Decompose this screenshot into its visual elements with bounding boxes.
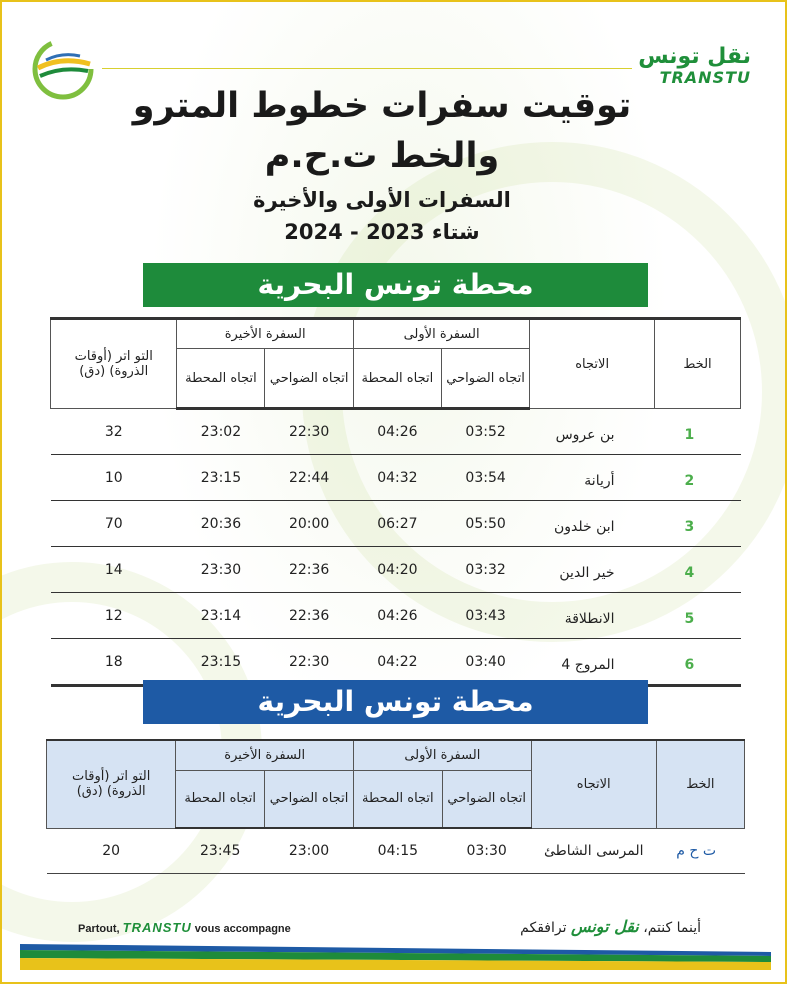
brand-arabic: نقل تونس xyxy=(638,44,751,69)
direction-cell: أريانة xyxy=(530,455,655,501)
line-number: 6 xyxy=(655,639,741,686)
line-number: 5 xyxy=(655,593,741,639)
header-divider xyxy=(102,68,632,69)
first-suburbs-time: 03:30 xyxy=(442,828,531,874)
last-station-time: 20:36 xyxy=(177,501,265,547)
first-station-time: 04:26 xyxy=(353,593,441,639)
footer-ar-before: أينما كنتم، xyxy=(643,920,701,936)
col-first-trip: السفرة الأولى xyxy=(354,740,532,770)
col-line: الخط xyxy=(656,740,744,828)
table-row xyxy=(51,639,741,686)
first-suburbs-time: 03:54 xyxy=(441,455,529,501)
col-first-trip: السفرة الأولى xyxy=(353,319,529,349)
first-suburbs-time: 03:40 xyxy=(441,639,529,686)
last-station-time: 23:30 xyxy=(177,547,265,593)
col-last-trip: السفرة الأخيرة xyxy=(177,319,353,349)
col-first-suburbs: اتجاه الضواحي xyxy=(442,770,531,828)
col-last-station: اتجاه المحطة xyxy=(176,770,265,828)
col-line: الخط xyxy=(655,319,741,409)
direction-cell: بن عروس xyxy=(530,409,655,455)
frequency-cell: 14 xyxy=(51,547,177,593)
first-station-time: 04:20 xyxy=(353,547,441,593)
line-number: 1 xyxy=(655,409,741,455)
page-title-line2: والخط ت.ح.م xyxy=(264,136,500,176)
direction-cell: المرسى الشاطئ xyxy=(531,828,656,874)
col-last-trip: السفرة الأخيرة xyxy=(176,740,354,770)
last-station-time: 23:45 xyxy=(176,828,265,874)
season-label: شتاء 2023 - 2024 xyxy=(284,220,480,244)
last-suburbs-time: 22:36 xyxy=(265,593,353,639)
frequency-cell: 12 xyxy=(51,593,177,639)
section1-banner: محطة تونس البحرية xyxy=(143,263,648,307)
first-suburbs-time: 03:43 xyxy=(441,593,529,639)
direction-cell: ابن خلدون xyxy=(530,501,655,547)
tgm-timetable xyxy=(46,739,745,874)
last-station-time: 23:15 xyxy=(177,455,265,501)
direction-cell: خير الدين xyxy=(530,547,655,593)
brand-latin: TRANSTU xyxy=(659,68,751,87)
line-number: 2 xyxy=(655,455,741,501)
direction-cell: الانطلاقة xyxy=(530,593,655,639)
col-frequency: التو اتر (أوقات الذروة) (دق) xyxy=(47,740,176,828)
frequency-cell: 18 xyxy=(51,639,177,686)
last-suburbs-time: 23:00 xyxy=(265,828,354,874)
table-row xyxy=(51,409,741,455)
col-first-station: اتجاه المحطة xyxy=(353,349,441,409)
first-suburbs-time: 05:50 xyxy=(441,501,529,547)
direction-cell: المروج 4 xyxy=(530,639,655,686)
line-number: ت ح م xyxy=(656,828,744,874)
footer-ar-after: ترافقكم xyxy=(520,920,567,936)
first-suburbs-time: 03:52 xyxy=(441,409,529,455)
last-suburbs-time: 22:44 xyxy=(265,455,353,501)
col-first-suburbs: اتجاه الضواحي xyxy=(441,349,529,409)
first-station-time: 04:26 xyxy=(353,409,441,455)
last-suburbs-time: 20:00 xyxy=(265,501,353,547)
brand-logo xyxy=(638,46,751,87)
col-last-suburbs: اتجاه الضواحي xyxy=(265,349,353,409)
col-last-suburbs: اتجاه الضواحي xyxy=(265,770,354,828)
frequency-cell: 20 xyxy=(47,828,176,874)
footer-fr-brand: TRANSTU xyxy=(122,920,192,935)
first-station-time: 04:32 xyxy=(353,455,441,501)
footer-fr-before: Partout, xyxy=(78,923,120,935)
table-row xyxy=(51,455,741,501)
last-station-time: 23:15 xyxy=(177,639,265,686)
footer-stripes xyxy=(20,942,771,972)
first-suburbs-time: 03:32 xyxy=(441,547,529,593)
table-row xyxy=(51,547,741,593)
frequency-cell: 70 xyxy=(51,501,177,547)
page-title-line1: توقيت سفرات خطوط المترو xyxy=(132,86,632,126)
first-station-time: 04:22 xyxy=(353,639,441,686)
table-row xyxy=(51,593,741,639)
last-station-time: 23:02 xyxy=(177,409,265,455)
first-station-time: 06:27 xyxy=(353,501,441,547)
footer-slogan-french xyxy=(78,920,291,935)
col-direction: الاتجاه xyxy=(530,319,655,409)
footer-ar-brand: نقل تونس xyxy=(570,917,639,936)
transtu-emblem-icon xyxy=(32,38,94,100)
footer-slogan-arabic xyxy=(520,917,701,936)
last-station-time: 23:14 xyxy=(177,593,265,639)
line-number: 3 xyxy=(655,501,741,547)
section2-banner: محطة تونس البحرية xyxy=(143,680,648,724)
last-suburbs-time: 22:30 xyxy=(265,409,353,455)
first-station-time: 04:15 xyxy=(354,828,443,874)
col-direction: الاتجاه xyxy=(531,740,656,828)
page-subtitle: السفرات الأولى والأخيرة xyxy=(253,188,511,212)
col-frequency: التو اتر (أوقات الذروة) (دق) xyxy=(51,319,177,409)
table-row xyxy=(51,501,741,547)
col-last-station: اتجاه المحطة xyxy=(177,349,265,409)
metro-timetable xyxy=(50,317,741,687)
col-first-station: اتجاه المحطة xyxy=(354,770,443,828)
last-suburbs-time: 22:36 xyxy=(265,547,353,593)
line-number: 4 xyxy=(655,547,741,593)
frequency-cell: 32 xyxy=(51,409,177,455)
table-row xyxy=(47,828,745,874)
last-suburbs-time: 22:30 xyxy=(265,639,353,686)
footer-fr-after: vous accompagne xyxy=(194,923,291,935)
frequency-cell: 10 xyxy=(51,455,177,501)
